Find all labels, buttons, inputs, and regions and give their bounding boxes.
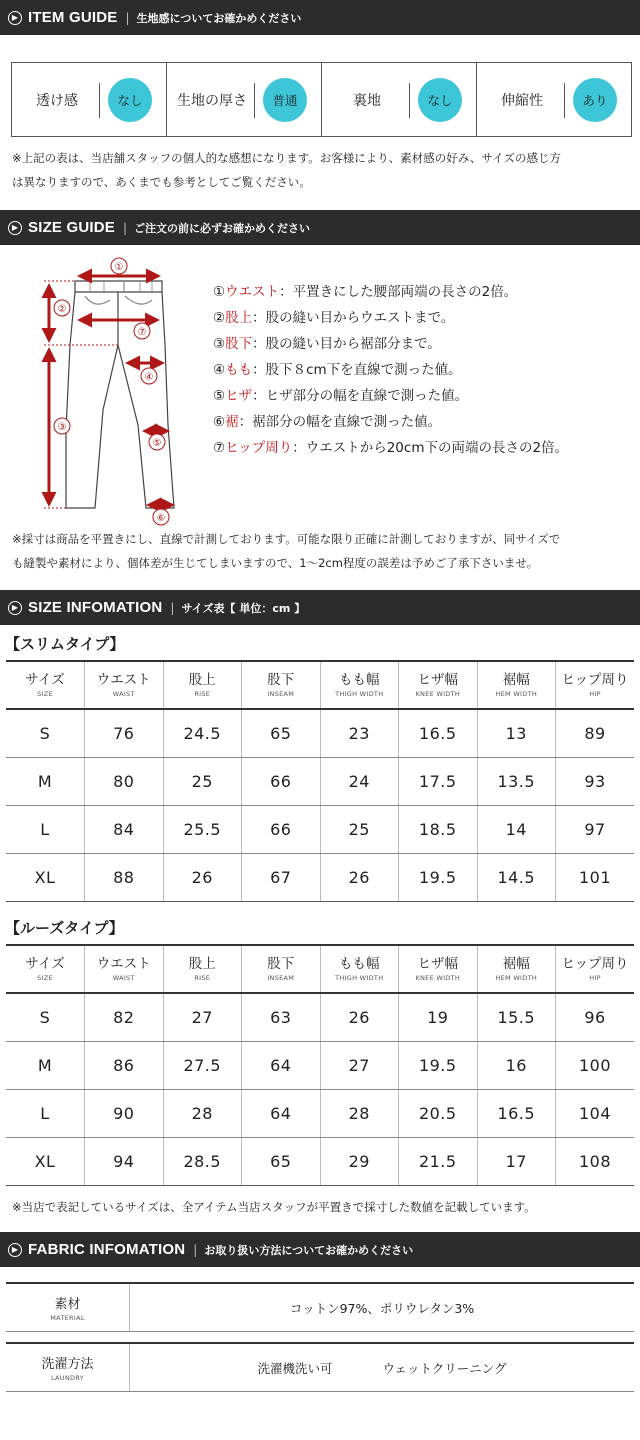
table-cell: 19 — [399, 993, 478, 1041]
fabric-info-bar: ▶ FABRIC INFOMATION | お取り扱い方法についてお確かめください — [0, 1232, 640, 1267]
fabric-info-subtitle: お取り扱い方法についてお確かめください — [204, 1243, 414, 1257]
table-cell: 29 — [320, 1137, 399, 1185]
diagram-label-1: ① — [114, 262, 124, 273]
table-cell: 94 — [85, 1137, 164, 1185]
definition-inseam: ③股下：股の縫い目から裾部分まで。 — [213, 336, 441, 352]
table-cell: 26 — [320, 993, 399, 1041]
table-cell: 16 — [477, 1041, 556, 1089]
guide-badge: あり — [573, 78, 617, 122]
column-header: 股上 RISE — [163, 945, 242, 993]
column-header: ヒザ幅 KNEE WIDTH — [399, 945, 478, 993]
table-cell: 17 — [477, 1137, 556, 1185]
table-cell: 23 — [320, 709, 399, 757]
table-cell: 16.5 — [477, 1089, 556, 1137]
table-cell: 17.5 — [399, 757, 478, 805]
chevron-right-icon: ▶ — [8, 11, 22, 25]
pants-diagram — [0, 250, 210, 530]
table-cell: 64 — [242, 1041, 321, 1089]
table-cell: 25 — [320, 805, 399, 853]
column-header: 股下 INSEAM — [242, 945, 321, 993]
slim-type-label: 【スリムタイプ】 — [5, 635, 125, 653]
table-cell: 66 — [242, 757, 321, 805]
table-cell: 84 — [85, 805, 164, 853]
measurement-definitions — [213, 279, 568, 461]
table-cell: 19.5 — [399, 1041, 478, 1089]
size-guide-title: SIZE GUIDE — [28, 219, 116, 236]
chevron-right-icon: ▶ — [8, 601, 22, 615]
laundry-key: 洗濯方法 LAUNDRY — [6, 1344, 130, 1391]
table-cell: 101 — [556, 853, 635, 901]
column-header: ヒップ周り HIP — [556, 661, 635, 709]
size-guide-bar: ▶ SIZE GUIDE | ご注文の前に必ずお確かめください — [0, 210, 640, 245]
guide-cell-thickness — [167, 63, 322, 136]
table-row — [6, 853, 634, 901]
table-cell: 82 — [85, 993, 164, 1041]
column-header: 裾幅 HEM WIDTH — [477, 945, 556, 993]
table-row — [6, 805, 634, 853]
table-cell: L — [6, 1089, 85, 1137]
slim-size-table — [6, 660, 634, 902]
table-cell: 27 — [320, 1041, 399, 1089]
table-row — [6, 757, 634, 805]
diagram-label-7: ⑦ — [137, 327, 147, 338]
table-cell: 13 — [477, 709, 556, 757]
column-header: ウエスト WAIST — [85, 661, 164, 709]
size-info-title: SIZE INFOMATION — [28, 599, 163, 616]
table-cell: 18.5 — [399, 805, 478, 853]
table-header-row — [6, 945, 634, 993]
table-cell: 88 — [85, 853, 164, 901]
table-cell: 66 — [242, 805, 321, 853]
guide-cell-sheerness — [12, 63, 167, 136]
table-cell: 104 — [556, 1089, 635, 1137]
diagram-label-3: ③ — [57, 422, 67, 433]
size-guide-note: ※採寸は商品を平置きにし、直線で計測しております。可能な限り正確に計測しておりますが、同サイズで も縫製や素材により、個体差が生じてしまいますので、1〜2cm程度の誤差は予めご了承下さいませ。 — [12, 532, 561, 570]
table-cell: M — [6, 1041, 85, 1089]
table-cell: 86 — [85, 1041, 164, 1089]
table-row — [6, 993, 634, 1041]
table-cell: 16.5 — [399, 709, 478, 757]
table-cell: 25.5 — [163, 805, 242, 853]
table-cell: 13.5 — [477, 757, 556, 805]
item-guide-title: ITEM GUIDE — [28, 9, 118, 26]
guide-label: 裏地 — [353, 92, 381, 109]
table-cell: 63 — [242, 993, 321, 1041]
table-cell: 28.5 — [163, 1137, 242, 1185]
table-cell: 97 — [556, 805, 635, 853]
table-row — [6, 1137, 634, 1185]
table-row — [6, 709, 634, 757]
laundry-value: 洗濯機洗い可 ウェットクリーニング — [257, 1360, 507, 1376]
table-cell: 93 — [556, 757, 635, 805]
guide-cell-lining — [322, 63, 477, 136]
fabric-laundry-row — [6, 1342, 634, 1392]
column-header: サイズ SIZE — [6, 945, 85, 993]
loose-type-label: 【ルーズタイプ】 — [5, 919, 124, 937]
table-cell: 24 — [320, 757, 399, 805]
table-cell: M — [6, 757, 85, 805]
table-cell: 25 — [163, 757, 242, 805]
table-cell: 27.5 — [163, 1041, 242, 1089]
table-cell: 90 — [85, 1089, 164, 1137]
table-cell: 21.5 — [399, 1137, 478, 1185]
material-value: コットン97%、ポリウレタン3% — [289, 1300, 475, 1316]
column-header: ウエスト WAIST — [85, 945, 164, 993]
table-cell: 80 — [85, 757, 164, 805]
table-cell: 28 — [320, 1089, 399, 1137]
size-info-subtitle: サイズ表【 単位：cm 】 — [181, 601, 306, 615]
table-cell: 14 — [477, 805, 556, 853]
definition-hip: ⑦ヒップ周り：ウエストから20cm下の両端の長さの2倍。 — [213, 440, 569, 456]
table-cell: S — [6, 993, 85, 1041]
item-guide-table — [11, 62, 632, 137]
chevron-right-icon: ▶ — [8, 221, 22, 235]
table-cell: 19.5 — [399, 853, 478, 901]
column-header: 股下 INSEAM — [242, 661, 321, 709]
item-guide-bar: ▶ ITEM GUIDE | 生地感についてお確かめください — [0, 0, 640, 35]
column-header: ヒザ幅 KNEE WIDTH — [399, 661, 478, 709]
table-cell: 26 — [163, 853, 242, 901]
table-cell: XL — [6, 1137, 85, 1185]
table-cell: 96 — [556, 993, 635, 1041]
definition-hem: ⑥裾：裾部分の幅を直線で測った値。 — [213, 414, 442, 430]
table-cell: 100 — [556, 1041, 635, 1089]
diagram-label-6: ⑥ — [156, 513, 166, 524]
loose-size-table — [6, 944, 634, 1186]
table-cell: XL — [6, 853, 85, 901]
column-header: サイズ SIZE — [6, 661, 85, 709]
guide-label: 透け感 — [36, 92, 78, 109]
table-cell: 24.5 — [163, 709, 242, 757]
size-note: ※当店で表記しているサイズは、全アイテム当店スタッフが平置きで採寸した数値を記載しています。 — [12, 1200, 536, 1214]
fabric-material-row — [6, 1282, 634, 1332]
item-guide-note: ※上記の表は、当店舗スタッフの個人的な感想になります。お客様により、素材感の好み、サイズの感じ方 は異なりますので、あくまでも参考としてご覧ください。 — [12, 151, 561, 189]
item-guide-subtitle: 生地感についてお確かめください — [136, 11, 302, 25]
diagram-label-5: ⑤ — [152, 438, 162, 449]
size-guide-subtitle: ご注文の前に必ずお確かめください — [134, 221, 311, 235]
table-row — [6, 1041, 634, 1089]
diagram-label-4: ④ — [144, 372, 154, 383]
column-header: もも幅 THIGH WIDTH — [320, 661, 399, 709]
guide-badge: 普通 — [263, 78, 307, 122]
table-cell: 65 — [242, 709, 321, 757]
table-cell: L — [6, 805, 85, 853]
guide-badge: なし — [418, 78, 462, 122]
table-cell: 108 — [556, 1137, 635, 1185]
table-cell: S — [6, 709, 85, 757]
size-info-bar: ▶ SIZE INFOMATION | サイズ表【 単位：cm 】 — [0, 590, 640, 625]
table-row — [6, 1089, 634, 1137]
table-cell: 28 — [163, 1089, 242, 1137]
guide-badge: なし — [108, 78, 152, 122]
table-cell: 64 — [242, 1089, 321, 1137]
chevron-right-icon: ▶ — [8, 1243, 22, 1257]
table-cell: 76 — [85, 709, 164, 757]
table-cell: 27 — [163, 993, 242, 1041]
column-header: 裾幅 HEM WIDTH — [477, 661, 556, 709]
definition-waist: ①ウエスト：平置きにした腰部両端の長さの2倍。 — [213, 284, 518, 300]
column-header: 股上 RISE — [163, 661, 242, 709]
table-header-row — [6, 661, 634, 709]
fabric-info-title: FABRIC INFOMATION — [28, 1241, 186, 1258]
column-header: ヒップ周り HIP — [556, 945, 635, 993]
table-cell: 20.5 — [399, 1089, 478, 1137]
guide-cell-stretch — [477, 63, 631, 136]
definition-rise: ②股上：股の縫い目からウエストまで。 — [213, 310, 455, 326]
definition-thigh: ④もも：股下８cm下を直線で測った値。 — [213, 362, 462, 378]
table-cell: 15.5 — [477, 993, 556, 1041]
table-cell: 67 — [242, 853, 321, 901]
diagram-label-2: ② — [57, 304, 67, 315]
table-cell: 14.5 — [477, 853, 556, 901]
guide-label: 伸縮性 — [501, 92, 543, 109]
definition-knee: ⑤ヒザ：ヒザ部分の幅を直線で測った値。 — [213, 388, 469, 404]
material-key: 素材 MATERIAL — [6, 1284, 130, 1331]
table-cell: 26 — [320, 853, 399, 901]
table-cell: 89 — [556, 709, 635, 757]
column-header: もも幅 THIGH WIDTH — [320, 945, 399, 993]
table-cell: 65 — [242, 1137, 321, 1185]
guide-label: 生地の厚さ — [177, 92, 247, 109]
